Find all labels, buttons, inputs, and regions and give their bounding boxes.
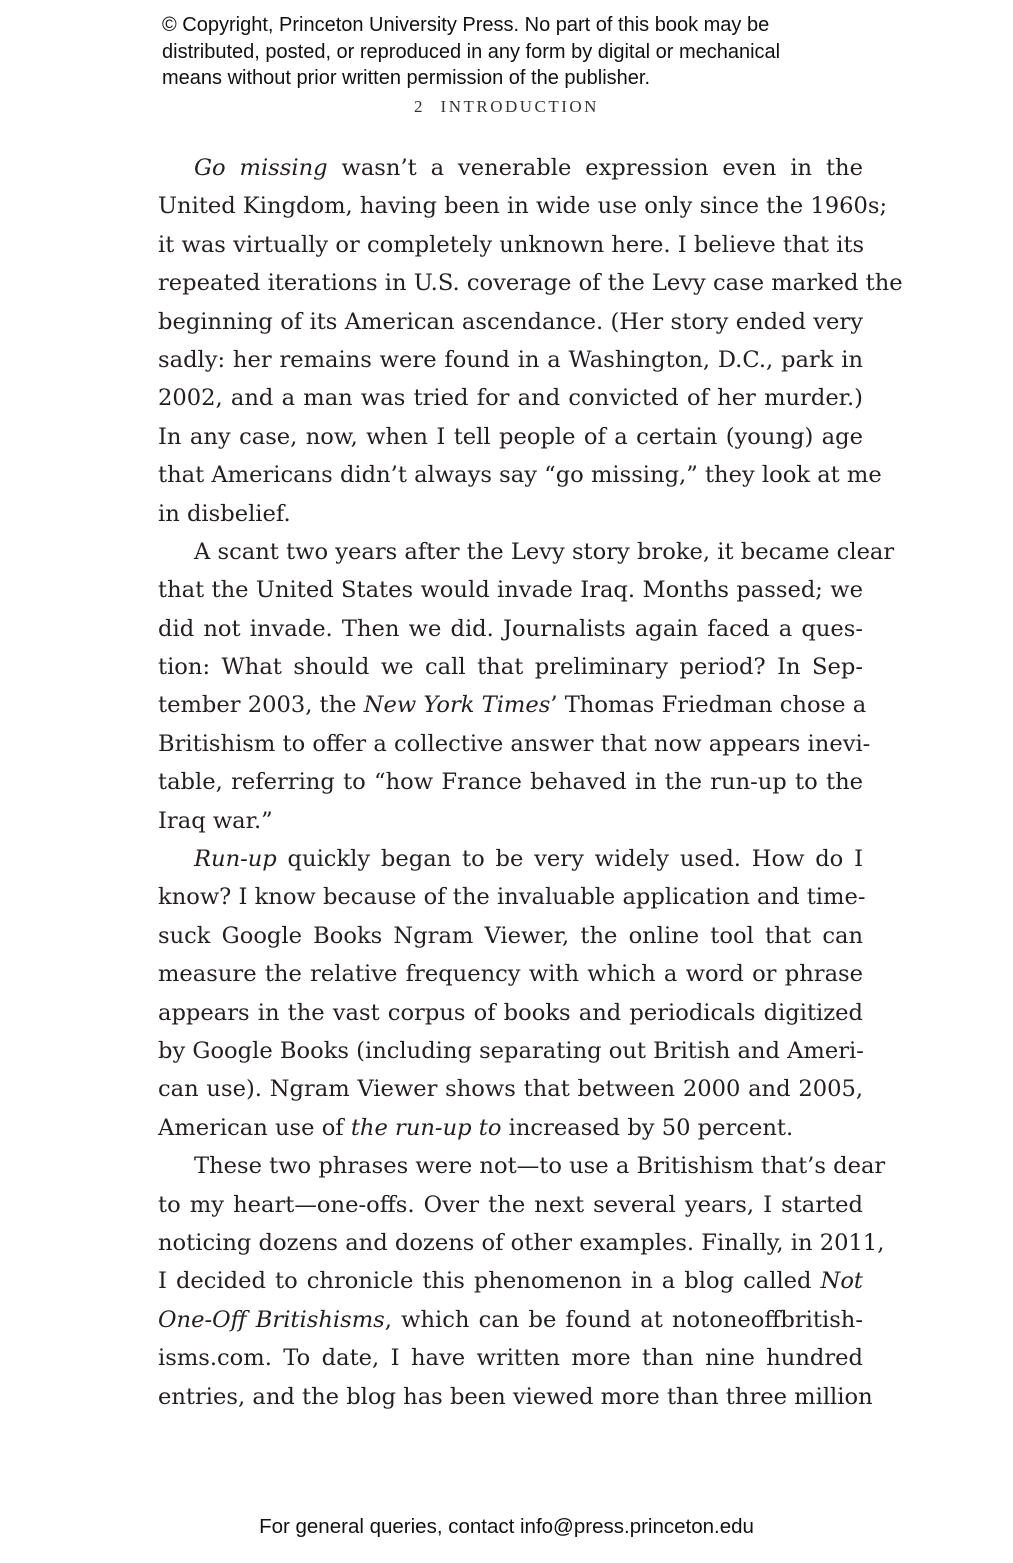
italic-phrase: Not [820,1268,863,1295]
italic-phrase: One-Off Britishisms [158,1306,385,1333]
text-run: wasn’t a venerable expression even in the [327,155,863,181]
paragraph [158,149,903,533]
copyright-line: distributed, posted, or reproduced in any form by digital or mechanical [162,40,781,63]
text-line: it was virtually or completely unknown here. I believe that its [158,231,865,258]
copyright-notice [162,12,922,92]
text-line: A scant two years after the Levy story broke, it became clear [194,538,895,565]
body-text [158,149,903,1416]
paragraph [158,1147,886,1416]
text-line: In any case, now, when I tell people of a certain (young) age [158,423,863,450]
text-line: know? I know because of the invaluable application and time- [158,884,866,911]
text-run: quickly began to be very widely used. How do I [276,846,863,873]
text-line: 2002, and a man was tried for and convicted of her murder.) [158,385,863,412]
text-line: isms.com. To date, I have written more than nine hundred [158,1345,863,1372]
text-line: sadly: her remains were found in a Washington, D.C., park in [158,346,863,373]
text-line [158,686,867,724]
text-run: increased by 50 percent. [501,1114,794,1141]
italic-phrase: Run-up [194,846,277,873]
text-line: in disbelief. [158,500,291,527]
text-line [158,840,863,878]
text-line: repeated iterations in U.S. coverage of the Levy case marked the [158,270,903,297]
page-number: 2 [414,97,423,116]
text-line: that the United States would invade Iraq. Months passed; we [158,577,863,604]
copyright-line: means without prior written permission of the publisher. [162,67,651,89]
italic-phrase: the run-up to [350,1114,502,1141]
text-line: entries, and the blog has been viewed more than three million [158,1383,873,1410]
paragraph [158,840,866,1147]
text-line [158,1301,863,1339]
copyright-line: © Copyright, Princeton University Press. No part of this book may be [162,14,770,36]
section-title: INTRODUCTION [440,97,599,116]
running-head [0,97,1013,117]
text-line: that Americans didn’t always say “go missing,” they look at me [158,462,882,489]
text-run: American use of [158,1114,351,1141]
text-line: Iraq war.” [158,807,273,834]
text-line: measure the relative frequency with which a word or phrase [158,961,863,988]
text-line: beginning of its American ascendance. (Her story ended very [158,308,863,335]
text-line: noticing dozens and dozens of other examples. Finally, in 2011, [158,1229,885,1256]
italic-phrase: Go missing [194,155,328,181]
text-line: to my heart—one-offs. Over the next several years, I started [158,1191,863,1218]
text-line [158,1262,863,1300]
text-line: appears in the vast corpus of books and periodicals digitized [158,999,863,1026]
footer-contact: For general queries, contact info@press.princeton.edu [259,1515,754,1538]
text-run: , which can be found at notoneoffbritish- [384,1306,863,1333]
text-line: table, referring to “how France behaved in the run-up to the [158,769,863,796]
text-run: tember 2003, the [158,692,364,719]
text-run: ’ Thomas Friedman chose a [550,692,867,719]
paragraph [158,533,895,840]
text-line: These two phrases were not—to use a Britishism that’s dear [194,1153,886,1180]
text-line: Britishism to offer a collective answer that now appears inevi- [158,730,871,757]
italic-phrase: New York Times [363,692,551,719]
text-line: can use). Ngram Viewer shows that between 2000 and 2005, [158,1076,863,1103]
text-line [158,149,863,187]
text-line: suck Google Books Ngram Viewer, the online tool that can [158,922,863,949]
text-line [158,1109,863,1147]
text-run: I decided to chronicle this phenomenon in a blog called [158,1268,821,1295]
text-line: tion: What should we call that preliminary period? In Sep- [158,654,863,681]
text-line: United Kingdom, having been in wide use only since the 1960s; [158,193,888,220]
text-line: did not invade. Then we did. Journalists again faced a ques- [158,615,863,642]
text-line: by Google Books (including separating out British and Ameri- [158,1037,864,1064]
